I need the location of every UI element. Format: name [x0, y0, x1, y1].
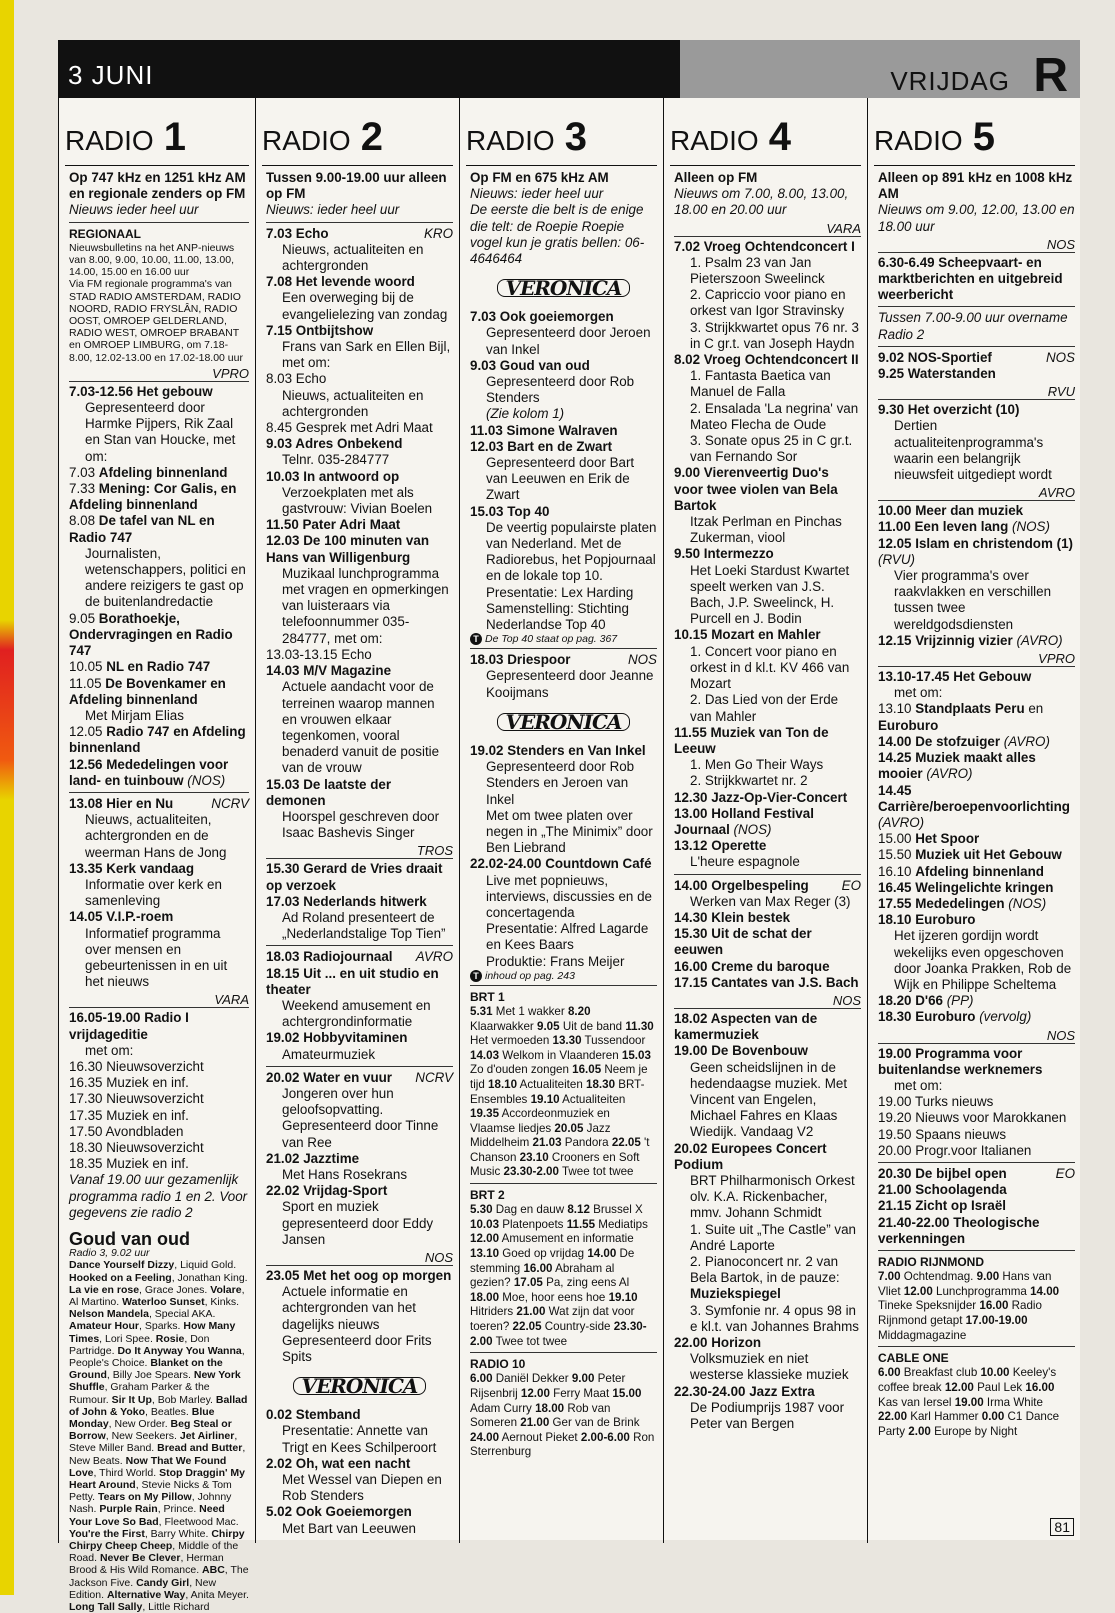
schedule-line: 16.10 Afdeling binnenland	[878, 863, 1044, 879]
schedule-line: 20.00 Progr.voor Italianen	[878, 1142, 1032, 1158]
schedule-line: 18.10 Euroburo	[878, 912, 976, 928]
schedule-line: Tussen 9.00-19.00 uur alleen op FM	[266, 170, 447, 202]
station-number: 4	[768, 115, 791, 159]
schedule-line: 2. Ensalada 'La negrina' van Mateo Flecha de Oude	[690, 400, 859, 432]
schedule-line: 10.15 Mozart en Mahler	[674, 627, 821, 643]
broadcaster-label: VARA	[69, 992, 249, 1008]
schedule-line: 9.02 NOS-Sportief NOS	[878, 349, 1075, 365]
schedule-line: 8.08 De tafel van NL en Radio 747	[69, 513, 215, 545]
schedule-line: Op 747 kHz en 1251 kHz AM en regionale zenders op FM	[69, 170, 246, 202]
date-bar	[58, 40, 1080, 102]
schedule-line: Nieuws, actualiteiten en achtergronden	[282, 387, 424, 419]
schedule-line: Amateurmuziek	[282, 1046, 376, 1062]
schedule-line: 21.02 Jazztime	[266, 1150, 360, 1166]
schedule-line: 7.02 Vroeg Ochtendconcert I	[674, 238, 855, 254]
schedule-line: Jongeren over hun geloofsopvatting. Gepresenteerd door Tinne van Ree	[282, 1085, 439, 1150]
station-subheading: BRT 2	[470, 1188, 505, 1203]
schedule-line: 5.02 Ook Goeiemorgen	[266, 1504, 412, 1520]
schedule-line: Actuele informatie en achtergronden van het dagelijks nieuws	[282, 1284, 417, 1332]
schedule-line: 18.15 Uit ... en uit studio en theater	[266, 965, 439, 997]
schedule-line: 21.40-22.00 Theologische verkenningen	[878, 1214, 1040, 1246]
schedule-line: 13.12 Operette	[674, 838, 767, 854]
divider	[266, 1066, 453, 1067]
schedule-line: Dance Yourself Dizzy, Liquid Gold. Hooked on a Feeling, Jonathan King. La vie en rose, Grace Jones. Volare, Al Martino. Waterloo Sunset, Kinks. Nelson Mandela, Special AKA. Amateur Hour, Sparks. How Many Times, Lori Spee. Rosie, Don Partridge. Do It Anyway You Wanna, People's Choice. Blanket on the Ground, Billy Joe Spears. New York Shuffle, Graham Parker & the Rumour. Sir It Up, Bob Marley. Ballad of John & Yoko, Beatles. Blue Monday, New Order. Beg Steal or Borrow, New Seekers. Jet Airliner, Steve Miller Band. Bread and Butter, New Beats. Now That We Found Love, Third World. Stop Draggin' My Heart Around, Stevie Nicks & Tom Petty. Tears on My Pillow, Johnny Nash. Purple Rain, Prince. Need Your Love So Bad, Fleetwood Mac. You're the First, Barry White. Chirpy Chirpy Cheep Cheep, Middle of the Road. Never Be Clever, Herman Brood & His Wild Romance. ABC, The Jackson Five. Candy Girl, New Edition. Alternative Way, Anita Meyer. Long Tall Sally, Little Richard	[69, 1259, 249, 1613]
station-heading	[262, 98, 453, 166]
divider	[674, 874, 861, 875]
schedule-line: 19.50 Spaans nieuws	[878, 1126, 1007, 1142]
broadcaster-label: NOS	[266, 1250, 453, 1266]
schedule-line: Weekend amusement en achtergrondinformatie	[282, 997, 431, 1030]
schedule-line: 15.00 Het Spoor	[878, 831, 980, 847]
schedule-line: 11.05 De Bovenkamer en Afdeling binnenland	[69, 675, 226, 707]
station-number: 2	[360, 115, 383, 159]
schedule-line: 12.03 De 100 minuten van Hans van Willigenburg	[266, 533, 429, 565]
schedule-line: Live met popnieuws, interviews, discussies en de concertagenda	[486, 872, 652, 920]
schedule-line: 20.30 De bijbel open EO	[878, 1165, 1075, 1181]
divider	[69, 222, 249, 223]
section-title: Goud van oud	[69, 1229, 190, 1249]
schedule-line: 12.56 Mededelingen voor land- en tuinbouw (NOS)	[69, 756, 229, 788]
schedule-line: 18.03 Radiojournaal AVRO	[266, 949, 453, 965]
schedule-line: 13.10-17.45 Het Gebouw	[878, 669, 1032, 685]
schedule-line: 18.30 Euroburo (vervolg)	[878, 1009, 1032, 1025]
broadcaster-label: VPRO	[69, 366, 249, 382]
veronica-logo: VERONICA	[470, 271, 657, 305]
schedule-line: Nieuws ieder heel uur	[69, 202, 199, 218]
schedule-line: 7.33 Mening: Cor Galis, en Afdeling binnenland	[69, 481, 237, 513]
schedule-line: 12.15 Vrijzinnig vizier (AVRO)	[878, 632, 1063, 648]
broadcaster-label: VPRO	[878, 651, 1075, 667]
schedule-line: 15.30 Gerard de Vries draait op verzoek	[266, 861, 443, 893]
veronica-logo: VERONICA	[470, 705, 657, 739]
schedule-line: 21.00 Schoolagenda	[878, 1182, 1007, 1198]
station-heading	[874, 98, 1075, 166]
schedule-line: 19.02 Stenders en Van Inkel	[470, 742, 646, 758]
page-number: 81	[1050, 1518, 1074, 1536]
day-banner	[680, 40, 1080, 102]
schedule-line: 22.30-24.00 Jazz Extra	[674, 1383, 815, 1399]
schedule-line: 14.03 M/V Magazine	[266, 663, 392, 679]
tip-note: T inhoud op pag. 243	[470, 970, 657, 982]
schedule-line: 12.05 Radio 747 en Afdeling binnenland	[69, 724, 246, 756]
schedule-line: Informatief programma over mensen en gebeurtenissen in en uit het nieuws	[85, 925, 228, 990]
divider	[470, 1183, 657, 1184]
schedule-line: Radio 3, 9.02 uur	[69, 1247, 150, 1260]
schedule-line: Produktie: Frans Meijer	[486, 953, 625, 969]
schedule-line: 19.00 Programma voor buitenlandse werknemers	[878, 1045, 1043, 1077]
divider	[878, 1250, 1075, 1251]
schedule-line: 2. Strijkkwartet nr. 2	[690, 773, 808, 789]
schedule-line: met om:	[894, 685, 943, 701]
schedule-line: 7.00 Ochtendmag. 9.00 Hans van Vliet 12.00 Lunchprogramma 14.00 Tineke Speksnijder 16.00 Radio Rijnmond getapt 17.00-19.00 Middagmagazine	[878, 1270, 1060, 1342]
schedule-line: 18.30 Nieuwsoverzicht	[69, 1139, 204, 1155]
station-number: 1	[163, 115, 186, 159]
schedule-line: 6.00 Daniël Dekker 9.00 Peter Rijsenbrij 12.00 Ferry Maat 15.00 Adam Curry 18.00 Rob van Someren 21.00 Ger van de Brink 24.00 Aernout Pieket 2.00-6.00 Ron Sterrenburg	[470, 1372, 655, 1459]
schedule-line: 6.00 Breakfast club 10.00 Keeley's coffee break 12.00 Paul Lek 16.00 Kas van Iersel 19.00 Irma White 22.00 Karl Hammer 0.00 C1 Dance Party 2.00 Europe by Night	[878, 1366, 1060, 1438]
schedule-line: Verzoekplaten met als gastvrouw: Vivian Boelen	[282, 484, 433, 517]
t-icon: T	[470, 633, 482, 645]
schedule-line: 7.03 Echo KRO	[266, 225, 453, 241]
schedule-line: 9.03 Adres Onbekend	[266, 436, 403, 452]
column-radio-5	[867, 98, 1081, 1543]
schedule-line: 20.02 Water en vuur NCRV	[266, 1069, 453, 1085]
schedule-line: 13.03-13.15 Echo	[266, 646, 372, 662]
schedule-line: 17.30 Nieuwsoverzicht	[69, 1091, 204, 1107]
divider	[878, 346, 1075, 347]
divider	[878, 1162, 1075, 1163]
schedule-line: Hoorspel geschreven door Isaac Bashevis Singer	[282, 808, 440, 841]
schedule-line: Geen scheidslijnen in de hedendaagse muziek. Met Vincent van Engelen, Michael Fahres en Klaas Wiedijk. Vandaag V2	[690, 1059, 848, 1140]
schedule-line: 14.45 Carrière/beroepenvoorlichting (AVRO)	[878, 782, 1070, 830]
schedule-line: 11.00 Een leven lang (NOS)	[878, 519, 1050, 535]
schedule-line: 9.50 Intermezzo	[674, 546, 774, 562]
schedule-line: 18.02 Aspecten van de kamermuziek	[674, 1010, 818, 1043]
divider	[470, 985, 657, 986]
schedule-line: Een overweging bij de evangelielezing van zondag	[282, 290, 448, 322]
schedule-line: Gepresenteerd door Frits Spits	[282, 1332, 432, 1365]
schedule-line: 13.00 Holland Festival Journaal (NOS)	[674, 805, 814, 837]
schedule-line: Vier programma's over raakvlakken en verschillen tussen twee wereldgodsdiensten	[894, 568, 1052, 632]
schedule-line: 2. Capriccio voor piano en orkest van Igor Stravinsky	[690, 287, 846, 319]
schedule-line: 5.30 Dag en dauw 8.12 Brussel X 10.03 Platenpoets 11.55 Mediatips 12.00 Amusement en informatie 13.10 Goed op vrijdag 14.00 De stemming 16.00 Abraham al gezien? 17.05 Pa, zing eens Al 18.00 Moe, hoor eens hoe 19.10 Hitriders 21.00 Wat zijn dat voor toeren? 22.05 Country-side 23.30-2.00 Twee tot twee	[470, 1203, 648, 1348]
schedule-line: 1. Fantasta Baetica van Manuel de Falla	[690, 368, 831, 400]
schedule-line: 8.02 Vroeg Ochtendconcert II	[674, 352, 859, 368]
station-name: RADIO	[65, 125, 154, 156]
schedule-line: 1. Suite uit „The Castle” van André Laporte	[690, 1221, 856, 1253]
divider	[878, 1346, 1075, 1347]
schedule-line: Alleen op FM	[674, 170, 758, 185]
schedule-line: 9.00 Vierenveertig Duo's voor twee violen van Bela Bartok	[674, 465, 838, 513]
schedule-line: 9.05 Borathoekje, Ondervragingen en Radio 747	[69, 610, 233, 659]
schedule-line: De veertig populairste platen van Nederland. Met de Radiorebus, het Popjournaal en de lokale top 10. Presentatie: Lex Harding Samenstelling: Stichting Nederlandse Top 40	[486, 519, 657, 633]
schedule-line: Nieuws: ieder heel uur	[266, 202, 400, 218]
schedule-line: 15.30 Uit de schat der eeuwen	[674, 926, 812, 958]
divider	[69, 792, 249, 793]
schedule-line: 9.25 Waterstanden	[878, 366, 996, 382]
schedule-line: 14.30 Klein bestek	[674, 909, 791, 925]
column-radio-1	[58, 98, 255, 1613]
schedule-line: Frans van Sark en Ellen Bijl, met om:	[282, 339, 451, 371]
schedule-line: Nieuwsbulletins na het ANP-nieuws van 8.00, 9.00, 10.00, 11.00, 13.00, 14.00, 15.00 en 16.00 uur	[69, 241, 235, 279]
schedule-line: 13.10 Standplaats Peru en Euroburo	[878, 701, 1044, 733]
schedule-line: 17.50 Avondbladen	[69, 1123, 184, 1139]
tv-guide-page	[58, 40, 1080, 1613]
schedule-line: 0.02 Stemband	[266, 1407, 361, 1423]
schedule-line: De eerste die belt is de enige die telt: de Roepie Roepie vogel kun je gratis bellen: 06-4646464	[470, 202, 645, 267]
station-subheading: REGIONAAL	[69, 226, 141, 241]
schedule-line: 9.03 Goud van oud	[470, 357, 590, 373]
schedule-line: 23.05 Met het oog op morgen	[266, 1268, 452, 1283]
schedule-line: 14.00 Orgelbespeling EO	[674, 877, 861, 893]
schedule-line: 7.03 Afdeling binnenland	[69, 464, 228, 480]
station-name: RADIO	[262, 125, 351, 156]
schedule-line: Gepresenteerd door Bart van Leeuwen en Erik de Zwart	[486, 455, 635, 503]
schedule-line: De Podiumprijs 1987 voor Peter van Bergen	[690, 1399, 845, 1432]
schedule-line: 18.03 Driespoor NOS	[470, 652, 657, 668]
schedule-line: 22.02-24.00 Countdown Café	[470, 856, 652, 872]
schedule-line: 10.05 NL en Radio 747	[69, 659, 211, 675]
day-label: VRIJDAG	[890, 66, 1010, 96]
broadcaster-label: NOS	[674, 993, 861, 1009]
schedule-line: Gepresenteerd door Rob Stenders en Jeroen van Inkel	[486, 759, 635, 807]
schedule-line: Met Mirjam Elias	[85, 707, 184, 723]
schedule-line: Werken van Max Reger (3)	[690, 893, 851, 909]
schedule-line: Met Bart van Leeuwen	[282, 1520, 416, 1536]
broadcaster-label: TROS	[266, 843, 453, 859]
schedule-list	[460, 166, 663, 1460]
schedule-line: Nieuws: ieder heel uur	[470, 186, 604, 202]
schedule-line: Met Wessel van Diepen en Rob Stenders	[282, 1472, 442, 1504]
schedule-line: 3. Symfonie nr. 4 opus 98 in e kl.t. van Johannes Brahms	[690, 1302, 859, 1334]
schedule-line: 8.45 Gesprek met Adri Maat	[266, 420, 433, 436]
divider	[470, 1352, 657, 1353]
schedule-line: 13.35 Kerk vandaag	[69, 860, 195, 876]
schedule-line: 9.30 Het overzicht (10)	[878, 402, 1020, 418]
schedule-line: (Zie kolom 1)	[486, 406, 565, 422]
station-name: RADIO	[670, 125, 759, 156]
schedule-list	[59, 166, 255, 1613]
schedule-line: met om:	[85, 1042, 134, 1058]
schedule-line: 16.45 Welingelichte kringen	[878, 879, 1054, 895]
station-subheading: CABLE ONE	[878, 1351, 949, 1366]
schedule-line: Het Loeki Stardust Kwartet speelt werken van J.S. Bach, J.P. Sweelinck, H. Purcell en J. Bodin	[690, 562, 850, 627]
station-heading	[466, 98, 657, 166]
schedule-line: 14.05 V.I.P.-roem	[69, 909, 174, 925]
schedule-line: Gepresenteerd door Jeroen van Inkel	[486, 325, 651, 357]
divider	[266, 945, 453, 946]
schedule-line: 8.03 Echo	[266, 371, 327, 387]
station-heading	[65, 98, 249, 166]
schedule-line: 14.25 Muziek maakt alles mooier (AVRO)	[878, 750, 1036, 782]
station-subheading: RADIO RIJNMOND	[878, 1254, 985, 1269]
schedule-line: met om:	[894, 1077, 943, 1093]
schedule-line: 1. Concert voor piano en orkest in d kl.t. KV 466 van Mozart	[690, 643, 850, 692]
schedule-line: 3. Sonate opus 25 in C gr.t. van Fernando Sor	[690, 433, 853, 465]
schedule-line: 17.15 Cantates van J.S. Bach	[674, 974, 859, 990]
schedule-line: 22.02 Vrijdag-Sport	[266, 1183, 388, 1199]
schedule-line: 6.30-6.49 Scheepvaart- en marktberichten en uitgebreid weerbericht	[878, 254, 1063, 303]
schedule-line: Nieuws, actualiteiten en achtergronden	[282, 241, 424, 274]
schedule-line: Gepresenteerd door Rob Stenders	[486, 374, 635, 406]
schedule-line: 14.00 De stofzuiger (AVRO)	[878, 733, 1050, 749]
broadcaster-label: AVRO	[878, 485, 1075, 501]
schedule-line: Tussen 7.00-9.00 uur overname Radio 2	[878, 310, 1068, 342]
schedule-line: 16.05-19.00 Radio I vrijdageditie	[69, 1010, 189, 1042]
schedule-line: 7.03-12.56 Het gebouw	[69, 383, 213, 399]
schedule-line: 12.05 Islam en christendom (1) (RVU)	[878, 535, 1073, 567]
schedule-line: 11.55 Muziek van Ton de Leeuw	[674, 724, 829, 756]
schedule-line: 5.31 Met 1 wakker 8.20 Klaarwakker 9.05 Uit de band 11.30 Het vermoeden 13.30 Tussendoor 14.03 Welkom in Vlaanderen 15.03 Zo d'ouden zongen 16.05 Neem je tijd 18.10 Actualiteiten 18.30 BRT-Ensembles 19.10 Actualiteiten 19.35 Accordeonmuziek en Vlaamse liedjes 20.05 Jazz Middelheim 21.03 Pandora 22.05 't Chanson 23.10 Crooners en Soft Music 23.30-2.00 Twee tot twee	[470, 1004, 654, 1179]
schedule-line: Sport en muziek gepresenteerd door Eddy Jansen	[282, 1199, 434, 1247]
schedule-line: 10.00 Meer dan muziek	[878, 503, 1024, 519]
schedule-line: Nieuws, actualiteiten, achtergronden en de weerman Hans de Jong	[85, 812, 227, 860]
schedule-line: 1. Men Go Their Ways	[690, 757, 824, 773]
schedule-line: 13.08 Hier en Nu NCRV	[69, 795, 249, 811]
page-edge-color-strip	[0, 0, 14, 1595]
schedule-list	[868, 166, 1081, 1439]
column-radio-2	[255, 98, 459, 1543]
schedule-line: Dertien actualiteitenprogramma's waarin een belangrijk nieuwsfeit uitgediept wordt	[894, 418, 1052, 483]
broadcaster-label: RVU	[878, 384, 1075, 400]
schedule-line: Nieuws om 7.00, 8.00, 13.00, 18.00 en 20.00 uur	[674, 186, 849, 218]
schedule-line: 2.02 Oh, wat een nacht	[266, 1455, 411, 1471]
schedule-line: 15.03 Top 40	[470, 503, 550, 519]
schedule-line: Gepresenteerd door Harmke Pijpers, Rik Zaal en Stan van Houcke, met om:	[85, 400, 236, 464]
schedule-line: L'heure espagnole	[690, 854, 800, 870]
schedule-line: BRT Philharmonisch Orkest olv. K.A. Rickenbacher, mmv. Johann Schmidt	[690, 1172, 855, 1221]
schedule-line: 12.03 Bart en de Zwart	[470, 438, 613, 454]
schedule-line: 19.00 Turks nieuws	[878, 1094, 994, 1110]
schedule-line: 7.03 Ook goeiemorgen	[470, 309, 614, 325]
schedule-line: 16.35 Muziek en inf.	[69, 1075, 189, 1091]
schedule-line: Informatie over kerk en samenleving	[85, 876, 222, 909]
station-number: 5	[972, 115, 995, 159]
schedule-line: Alleen op 891 kHz en 1008 kHz AM	[878, 170, 1073, 202]
station-subheading: RADIO 10	[470, 1357, 526, 1372]
schedule-line: Met Hans Rosekrans	[282, 1166, 408, 1182]
schedule-line: 15.03 De laatste der demonen	[266, 776, 392, 808]
schedule-line: 16.00 Creme du baroque	[674, 958, 830, 974]
schedule-line: 22.00 Horizon	[674, 1335, 762, 1351]
schedule-line: 17.55 Mededelingen (NOS)	[878, 895, 1047, 911]
station-name: RADIO	[874, 125, 963, 156]
schedule-list	[256, 166, 459, 1537]
schedule-line: Itzak Perlman en Pinchas Zukerman, viool	[690, 514, 842, 546]
tip-note: T De Top 40 staat op pag. 367	[470, 633, 657, 645]
divider	[266, 222, 453, 223]
schedule-line: Via FM regionale programma's van STAD RADIO AMSTERDAM, RADIO NOORD, RADIO FRYSLÂN, RADIO OOST, OMROEP GELDERLAND, RADIO WEST, OMROEP BRABANT en OMROEP LIMBURG, om 7.18-8.00, 12.02-13.00 en 17.02-18.00 uur	[69, 278, 243, 364]
broadcaster-label: NOS	[878, 237, 1075, 253]
schedule-line: 10.03 In antwoord op	[266, 468, 400, 484]
schedule-line: Muzikaal lunchprogramma met vragen en opmerkingen van luisteraars via telefoonnummer 035-284777, met om:	[282, 565, 449, 646]
schedule-line: 2. Pianoconcert nr. 2 van Bela Bartok, in de pauze: Muziekspiegel	[690, 1254, 840, 1302]
schedule-line: Journalisten, wetenschappers, politici en andere reizigers te gast op de buitenlandredactie	[85, 545, 246, 610]
schedule-line: 18.35 Muziek en inf.	[69, 1156, 189, 1172]
schedule-line: 19.00 De Bovenbouw	[674, 1043, 808, 1059]
schedule-line: 11.03 Simone Walraven	[470, 422, 618, 438]
schedule-line: Ad Roland presenteert de „Nederlandstalige Top Tien”	[282, 909, 446, 942]
broadcaster-label: VARA	[674, 221, 861, 237]
schedule-line: 21.15 Zicht op Israël	[878, 1198, 1007, 1214]
schedule-line: Presentatie: Annette van Trigt en Kees Schilperoort	[282, 1423, 437, 1455]
station-heading	[670, 98, 861, 166]
schedule-line: Met om twee platen over negen in „The Minimix” door Ben Liebrand	[486, 807, 653, 856]
column-radio-3	[459, 98, 663, 1543]
schedule-line: Actuele aandacht voor de terreinen waarop mannen en vrouwen elkaar tegenkomen, vooral benaderd vanuit de positie van de vrouw	[282, 679, 440, 776]
schedule-line: 17.03 Nederlands hitwerk	[266, 893, 427, 909]
schedule-line: Gepresenteerd door Jeanne Kooijmans	[486, 668, 654, 700]
broadcaster-label: NOS	[878, 1028, 1075, 1044]
schedule-line: 15.50 Muziek uit Het Gebouw	[878, 847, 1062, 863]
schedule-line: Vanaf 19.00 uur gezamenlijk programma radio 1 en 2. Voor gegevens zie radio 2	[69, 1172, 248, 1220]
t-icon: T	[470, 970, 482, 982]
station-subheading: BRT 1	[470, 989, 505, 1004]
schedule-list	[664, 166, 867, 1432]
schedule-line: Presentatie: Alfred Lagarde en Kees Baars	[486, 921, 649, 953]
schedule-line: Het ijzeren gordijn wordt wekelijks even opgeschoven door Joanka Prakken, Rob de Wijk en Philippe Scheltema	[894, 928, 1072, 992]
schedule-line: 20.02 Europees Concert Podium	[674, 1140, 827, 1172]
schedule-line: 19.02 Hobbyvitaminen	[266, 1030, 408, 1046]
schedule-line: 3. Strijkkwartet opus 76 nr. 3 in C gr.t. van Joseph Haydn	[690, 319, 859, 351]
divider	[470, 648, 657, 649]
schedule-line: Volksmuziek en niet westerse klassieke muziek	[690, 1351, 849, 1383]
schedule-line: 12.30 Jazz-Op-Vier-Concert	[674, 789, 848, 805]
schedule-line: Op FM en 675 kHz AM	[470, 170, 609, 185]
schedule-line: 18.20 D'66 (PP)	[878, 993, 974, 1009]
schedule-line: Nieuws om 9.00, 12.00, 13.00 en 18.00 uur	[878, 202, 1075, 234]
schedule-line: 19.20 Nieuws voor Marokkanen	[878, 1110, 1067, 1126]
divider	[878, 306, 1075, 307]
schedule-line: 11.50 Pater Adri Maat	[266, 517, 401, 533]
date-label: 3 JUNI	[68, 60, 154, 90]
station-name: RADIO	[466, 125, 555, 156]
schedule-line: 1. Psalm 23 van Jan Pieterszoon Sweelinck	[690, 254, 825, 287]
column-radio-4	[663, 98, 867, 1543]
schedule-line: 17.35 Muziek en inf.	[69, 1107, 189, 1123]
schedule-line: 2. Das Lied von der Erde van Mahler	[690, 692, 839, 724]
day-letter: R	[1033, 49, 1068, 102]
schedule-line: 16.30 Nieuwsoverzicht	[69, 1058, 204, 1074]
schedule-line: 7.15 Ontbijtshow	[266, 322, 374, 338]
schedule-line: 7.08 Het levende woord	[266, 274, 415, 290]
veronica-logo: VERONICA	[266, 1369, 453, 1403]
schedule-line: Telnr. 035-284777	[282, 452, 390, 468]
station-number: 3	[564, 115, 587, 159]
